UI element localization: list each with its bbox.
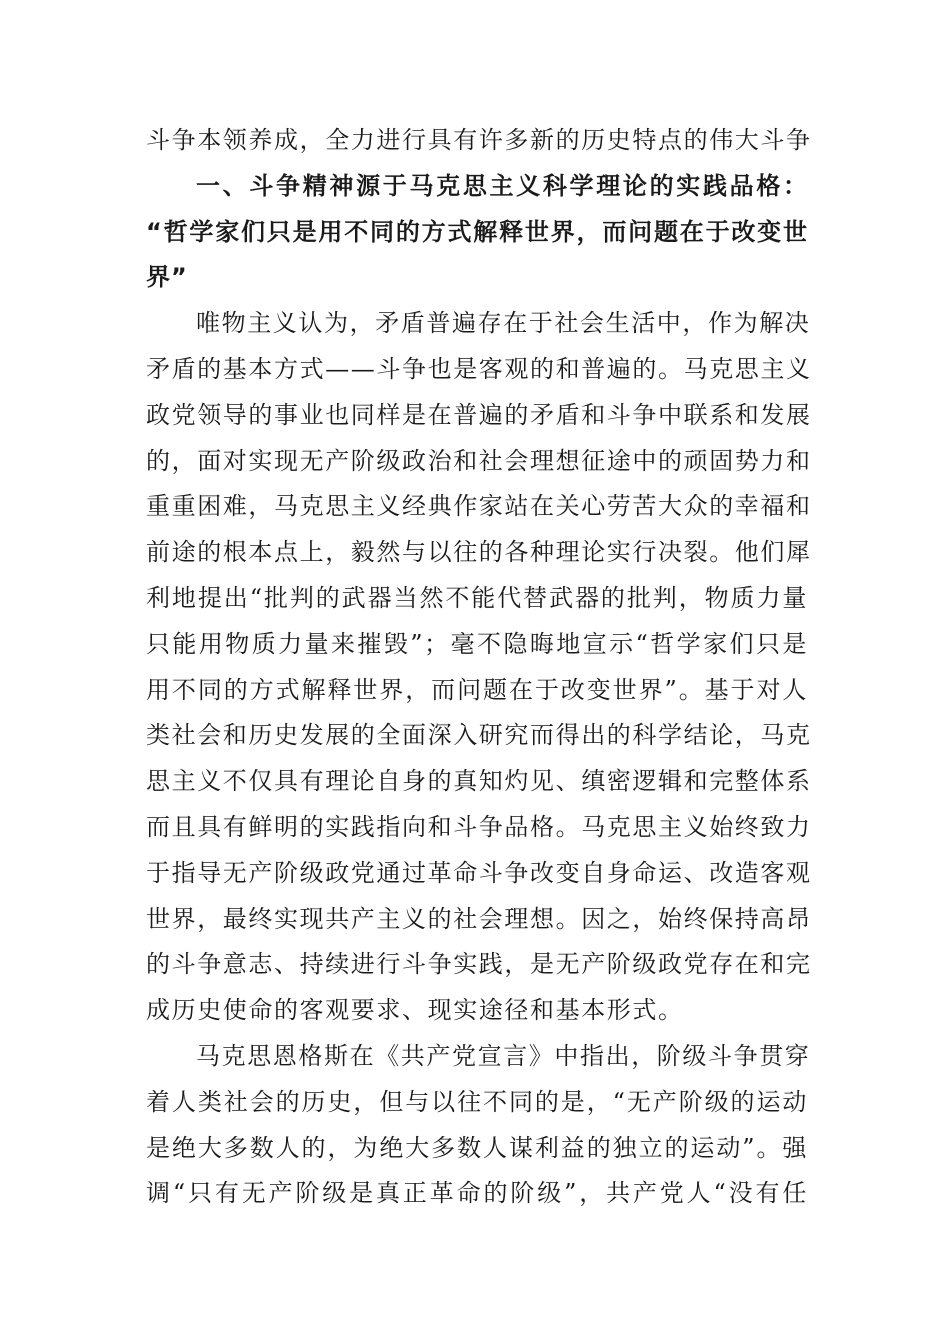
paragraph-line: 着人类社会的历史，但与以往不同的是，“无产阶级的运动 <box>146 1087 808 1116</box>
paragraph-line: 马克思恩格斯在《共产党宣言》中指出，阶级斗争贯穿 <box>196 1041 811 1070</box>
paragraph-line: 的斗争意志、持续进行斗争实践，是无产阶级政党存在和完 <box>146 950 812 979</box>
paragraph-line: 只能用物质力量来摧毁”；毫不隐晦地宣示“哲学家们只是 <box>146 629 808 658</box>
paragraph-line: 矛盾的基本方式——斗争也是客观的和普遍的。马克思主义 <box>146 354 812 383</box>
paragraph-line: 于指导无产阶级政党通过革命斗争改变自身命运、改造客观 <box>146 858 812 887</box>
heading-line: 一、斗争精神源于马克思主义科学理论的实践品格： <box>196 171 808 200</box>
paragraph-line: 利地提出“批判的武器当然不能代替武器的批判，物质力量 <box>146 583 808 612</box>
document-body <box>146 118 812 1217</box>
paragraph-line: 重重困难，马克思主义经典作家站在关心劳苦大众的幸福和 <box>146 492 812 521</box>
heading-line: 界” <box>146 263 188 292</box>
paragraph-line: 类社会和历史发展的全面深入研究而得出的科学结论，马克 <box>146 721 812 750</box>
paragraph-line: 成历史使命的客观要求、现实途径和基本形式。 <box>146 996 684 1025</box>
paragraph-line: 前途的根本点上，毅然与以往的各种理论实行决裂。他们犀 <box>146 538 812 567</box>
paragraph-line: 调“只有无产阶级是真正革命的阶级”，共产党人“没有任 <box>146 1179 808 1208</box>
paragraph-line: 是绝大多数人的，为绝大多数人谋利益的独立的运动”。强 <box>146 1133 808 1162</box>
paragraph-2 <box>146 1034 811 1217</box>
heading-line: “哲学家们只是用不同的方式解释世界，而问题在于改变世 <box>146 217 808 246</box>
paragraph-line: 思主义不仅具有理论自身的真知灼见、缜密逻辑和完整体系 <box>146 767 812 796</box>
paragraph-line: 政党领导的事业也同样是在普遍的矛盾和斗争中联系和发展 <box>146 400 812 429</box>
paragraph-1 <box>146 301 812 1034</box>
paragraph-line: 而且具有鲜明的实践指向和斗争品格。马克思主义始终致力 <box>146 812 812 841</box>
paragraph-line: 的，面对实现无产阶级政治和社会理想征途中的顽固势力和 <box>146 446 812 475</box>
paragraph-line: 用不同的方式解释世界，而问题在于改变世界”。基于对人 <box>146 675 808 704</box>
continuation-line: 斗争本领养成，全力进行具有许多新的历史特点的伟大斗争 <box>146 126 812 154</box>
paragraph-line: 唯物主义认为，矛盾普遍存在于社会生活中，作为解决 <box>196 309 811 338</box>
section-heading <box>146 164 808 301</box>
paragraph-line: 世界，最终实现共产主义的社会理想。因之，始终保持高昂 <box>146 904 812 933</box>
